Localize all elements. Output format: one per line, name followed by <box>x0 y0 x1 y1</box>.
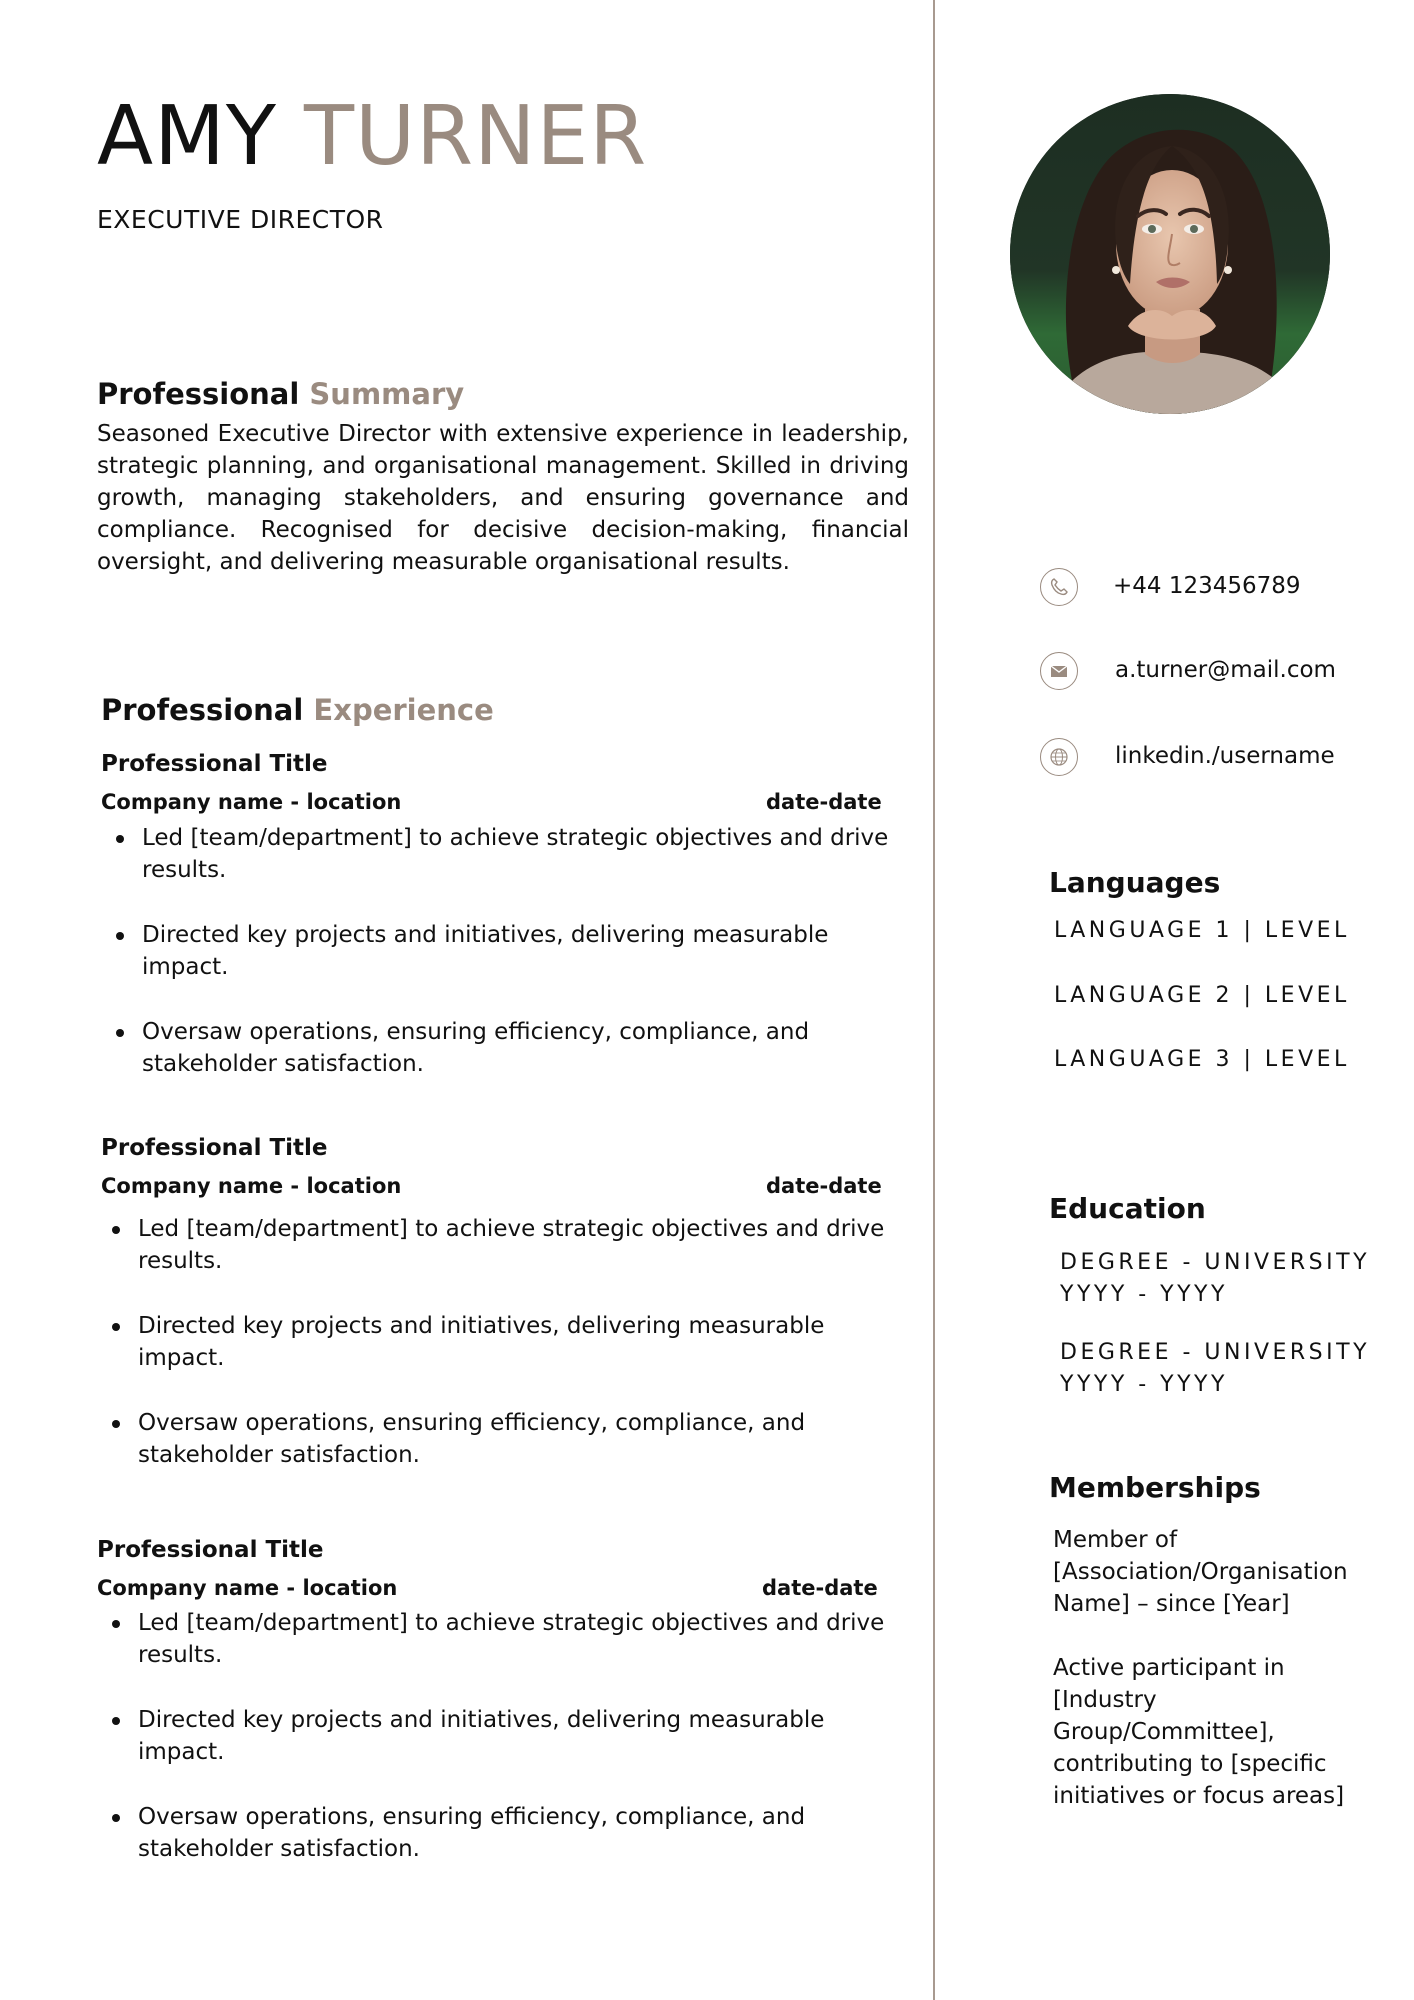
bullet-item: Directed key projects and initiatives, delivering measurable impact. <box>101 919 892 983</box>
globe-icon <box>1040 738 1078 776</box>
membership-item: Member of [Association/Organisation Name] – since [Year] <box>1053 1527 1348 1617</box>
company-location: Company name - location <box>101 790 402 814</box>
bullet-item: Led [team/department] to achieve strategic objectives and drive results. <box>97 1213 888 1277</box>
bullet-item: Oversaw operations, ensuring efficiency, compliance, and stakeholder satisfaction. <box>97 1801 888 1865</box>
language-item: LANGUAGE 2 | LEVEL <box>1054 983 1350 1008</box>
education-degree: DEGREE - UNIVERSITY <box>1060 1340 1371 1365</box>
email-address[interactable]: a.turner@mail.com <box>1115 657 1336 683</box>
education-heading: Education <box>1049 1192 1206 1225</box>
job-title: Professional Title <box>101 751 328 777</box>
job-title: Professional Title <box>101 1135 328 1161</box>
last-name: TURNER <box>304 89 648 184</box>
language-item: LANGUAGE 3 | LEVEL <box>1054 1047 1350 1072</box>
languages-heading: Languages <box>1049 866 1221 899</box>
education-degree: DEGREE - UNIVERSITY <box>1060 1250 1371 1275</box>
job-dates: date-date <box>766 790 882 814</box>
bullet-item: Led [team/department] to achieve strategic objectives and drive results. <box>97 1607 888 1671</box>
bullet-item: Directed key projects and initiatives, delivering measurable impact. <box>97 1704 888 1768</box>
summary-heading-accent: Summary <box>309 377 465 411</box>
language-item: LANGUAGE 1 | LEVEL <box>1054 918 1350 943</box>
experience-entry <box>101 749 901 1080</box>
candidate-name <box>97 89 648 184</box>
phone-number: +44 123456789 <box>1113 573 1301 599</box>
candidate-title: EXECUTIVE DIRECTOR <box>97 205 384 234</box>
company-line <box>101 787 901 817</box>
bullet-item: Oversaw operations, ensuring efficiency, compliance, and stakeholder satisfaction. <box>97 1407 888 1471</box>
column-divider <box>933 0 935 2000</box>
summary-heading-main: Professional <box>97 377 300 411</box>
education-years: YYYY - YYYY <box>1060 1372 1228 1397</box>
experience-entry <box>97 1535 897 1865</box>
job-dates: date-date <box>766 1174 882 1198</box>
memberships-heading: Memberships <box>1049 1471 1261 1504</box>
bullet-item: Led [team/department] to achieve strategic objectives and drive results. <box>101 822 892 886</box>
job-bullets <box>97 1607 897 1865</box>
phone-icon <box>1040 568 1078 606</box>
job-dates: date-date <box>762 1576 878 1600</box>
job-bullets <box>101 822 901 1080</box>
summary-text: Seasoned Executive Director with extensive experience in leadership, strategic planning, and organisational management. Skilled in driving growth, managing stakeholders, and ensuring governance and compliance. Recognised for decisive decision-making, financial oversight, and delivering measurable organisational results. <box>97 421 909 575</box>
bullet-item: Directed key projects and initiatives, delivering measurable impact. <box>97 1310 888 1374</box>
contact-linkedin <box>1040 738 1370 778</box>
education-years: YYYY - YYYY <box>1060 1282 1228 1307</box>
summary-heading <box>97 377 464 411</box>
contact-email <box>1040 652 1370 692</box>
experience-heading <box>101 693 494 727</box>
company-location: Company name - location <box>101 1174 402 1198</box>
linkedin-url[interactable]: linkedin./username <box>1115 743 1335 769</box>
job-title: Professional Title <box>97 1537 324 1563</box>
first-name: AMY <box>97 89 277 184</box>
company-line <box>97 1573 897 1603</box>
contact-phone <box>1040 568 1370 608</box>
envelope-icon <box>1040 652 1078 690</box>
membership-item: Active participant in [Industry Group/Committee], contributing to [specific initiatives or focus areas] <box>1053 1655 1345 1809</box>
profile-photo <box>1010 94 1330 414</box>
company-location: Company name - location <box>97 1576 398 1600</box>
experience-heading-accent: Experience <box>313 693 494 727</box>
job-bullets <box>97 1213 901 1471</box>
bullet-item: Oversaw operations, ensuring efficiency, compliance, and stakeholder satisfaction. <box>101 1016 892 1080</box>
experience-entry <box>101 1133 901 1471</box>
company-line <box>101 1171 901 1201</box>
experience-heading-main: Professional <box>101 693 304 727</box>
